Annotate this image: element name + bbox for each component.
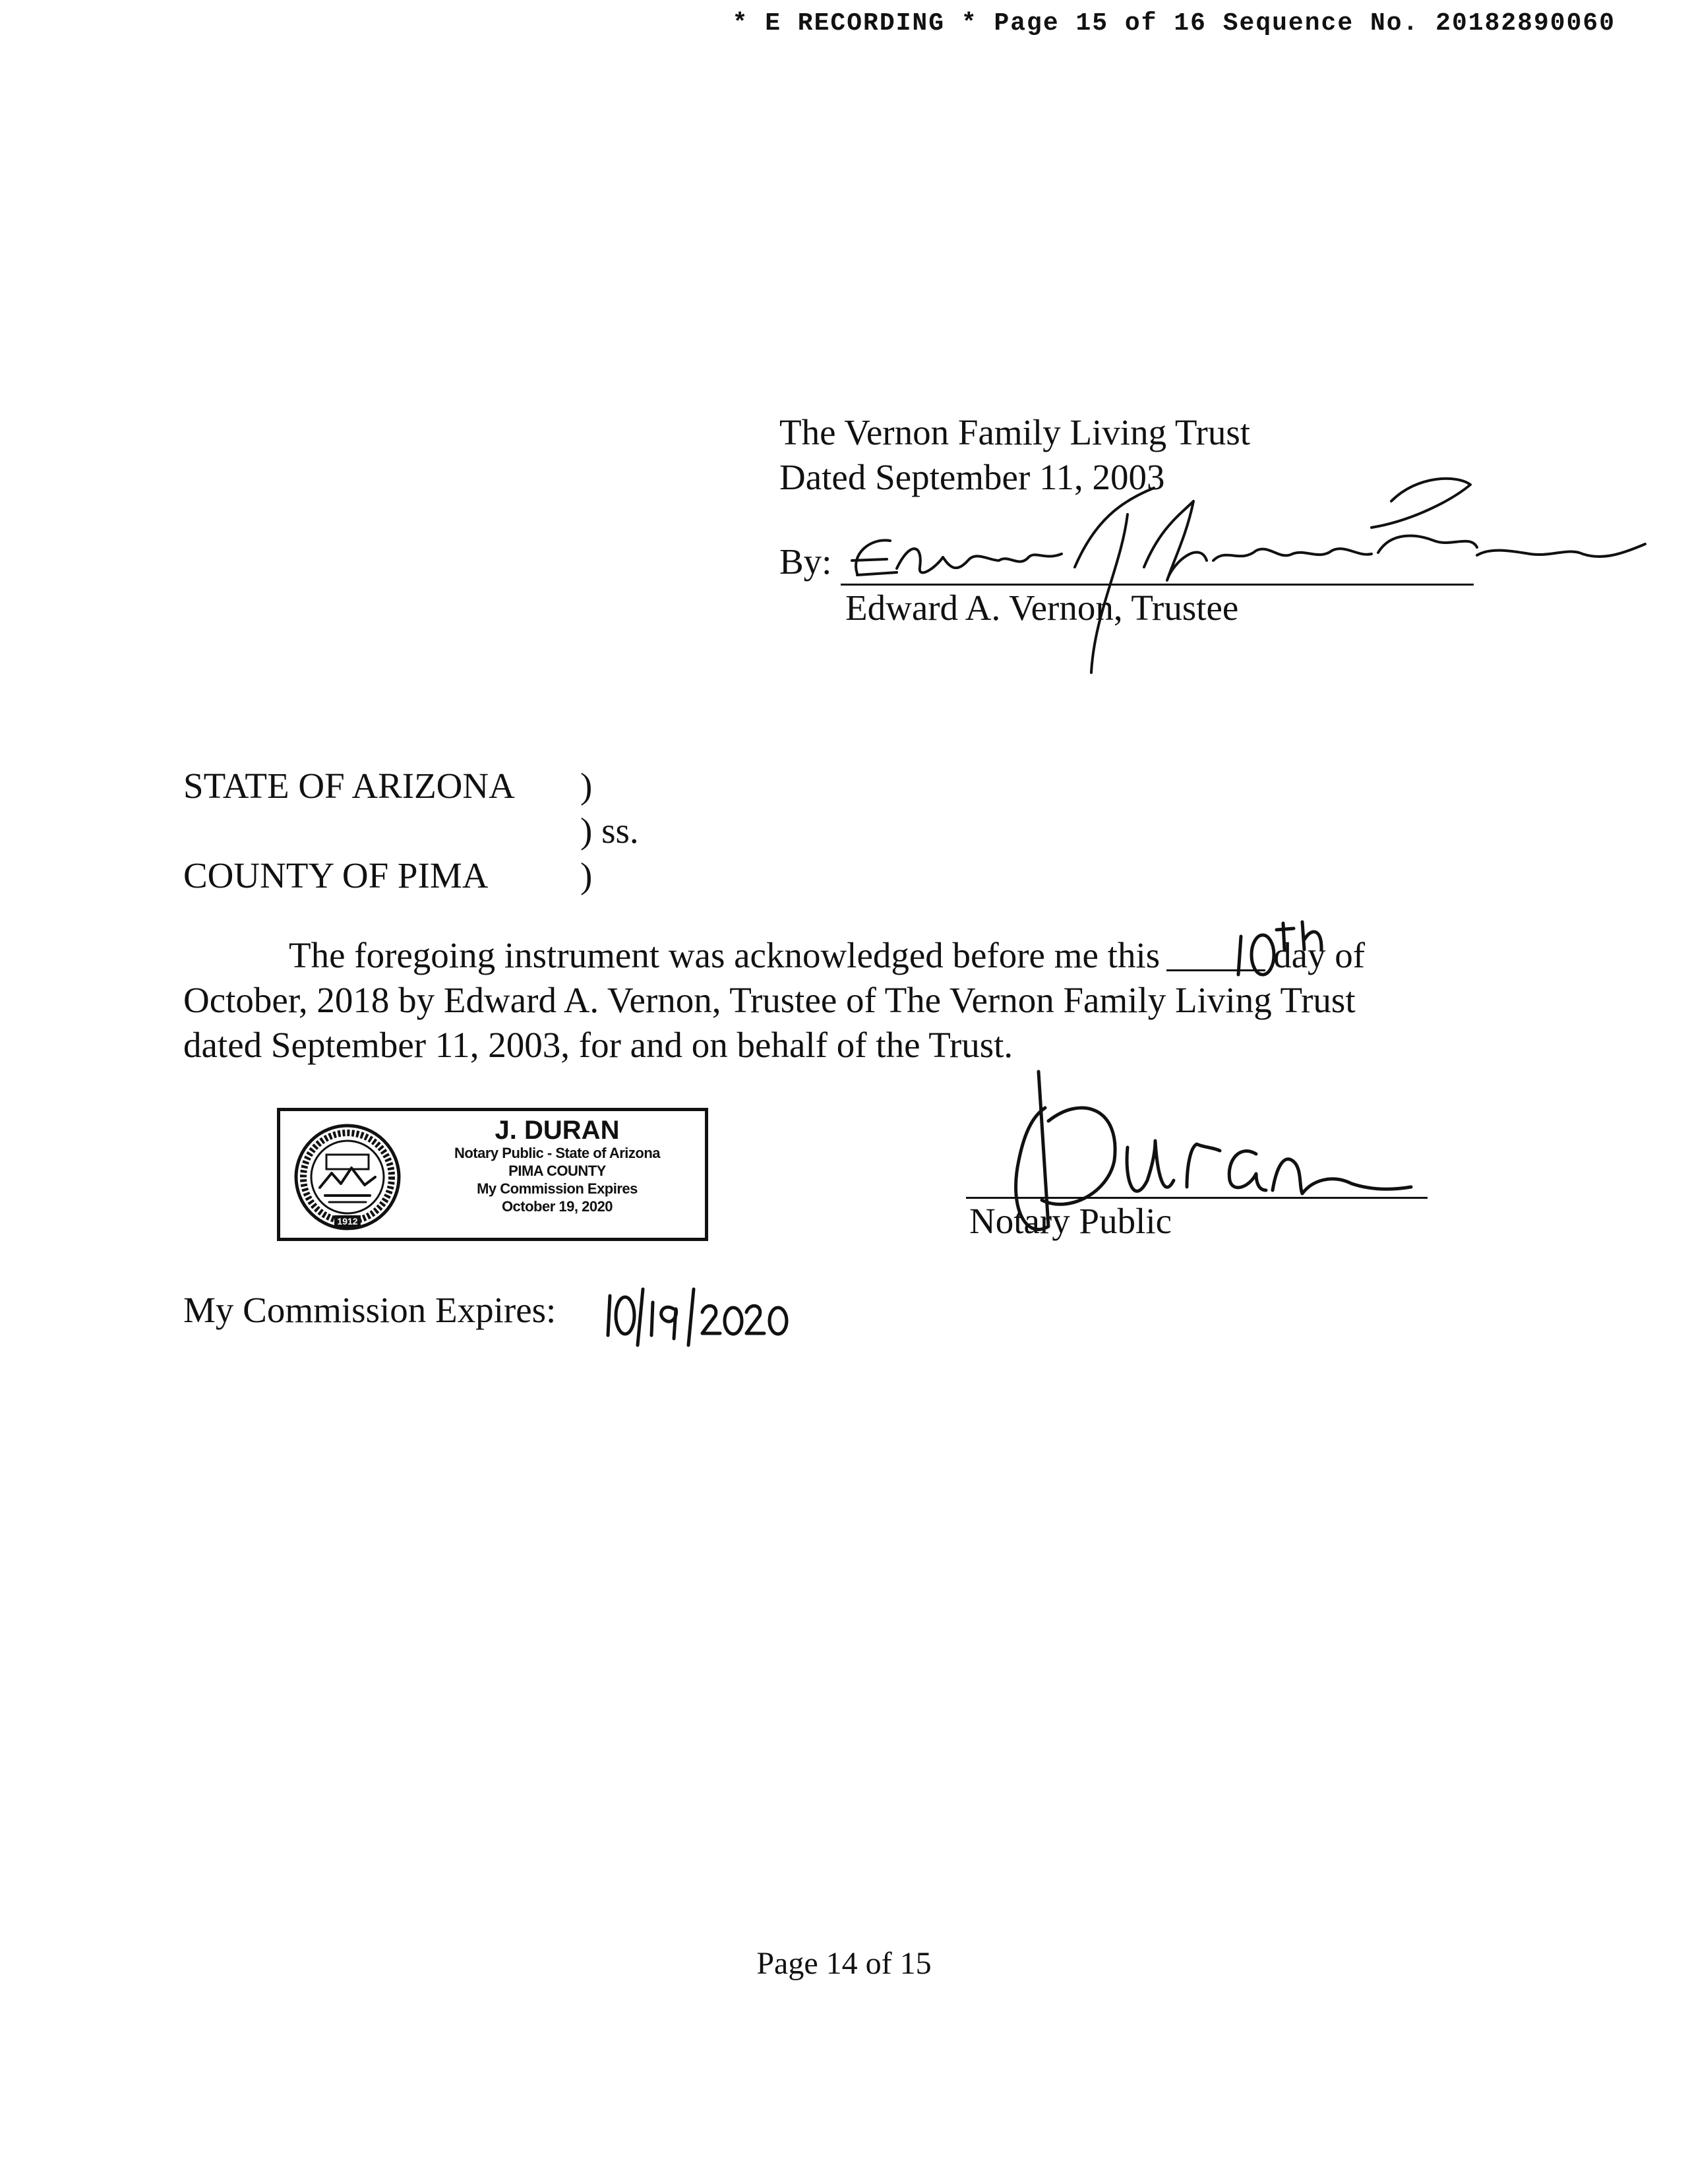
notary-public-label: Notary Public bbox=[969, 1201, 1172, 1241]
trust-date: Dated September 11, 2003 bbox=[779, 457, 1165, 497]
venue-county: COUNTY OF PIMA bbox=[183, 855, 489, 895]
svg-text:1912: 1912 bbox=[337, 1216, 358, 1227]
page-number: Page 14 of 15 bbox=[756, 1946, 932, 1981]
venue-ss: ) ss. bbox=[580, 810, 639, 851]
trustee-signature-icon bbox=[852, 479, 1645, 673]
trust-name: The Vernon Family Living Trust bbox=[779, 412, 1251, 452]
recording-header: * E RECORDING * Page 15 of 16 Sequence No. 20182890060 bbox=[732, 9, 1615, 38]
stamp-title: Notary Public - State of Arizona bbox=[454, 1145, 660, 1161]
stamp-notary-name: J. DURAN bbox=[495, 1116, 620, 1145]
commission-expires-label: My Commission Expires: bbox=[183, 1290, 557, 1330]
notary-signature-icon bbox=[1016, 1072, 1411, 1229]
stamp-county: PIMA COUNTY bbox=[508, 1163, 606, 1179]
venue-paren-bottom: ) bbox=[580, 855, 593, 895]
ack-line1-pre: The foregoing instrument was acknowledged before me this bbox=[289, 935, 1160, 975]
trustee-name: Edward A. Vernon, Trustee bbox=[845, 588, 1239, 628]
handwritten-day-icon bbox=[1238, 922, 1321, 975]
venue-state: STATE OF ARIZONA bbox=[183, 766, 515, 806]
venue-paren-top: ) bbox=[580, 766, 593, 806]
ack-line2: October, 2018 by Edward A. Vernon, Trustee of The Vernon Family Living Trust bbox=[183, 980, 1356, 1020]
by-label: By: bbox=[779, 541, 832, 582]
stamp-expires-label: My Commission Expires bbox=[477, 1180, 638, 1197]
ack-line3: dated September 11, 2003, for and on behalf of the Trust. bbox=[183, 1025, 1013, 1065]
ack-line1-post: day of bbox=[1273, 935, 1366, 975]
handwritten-commission-date-icon bbox=[608, 1289, 787, 1345]
stamp-expires-date: October 19, 2020 bbox=[501, 1198, 613, 1215]
